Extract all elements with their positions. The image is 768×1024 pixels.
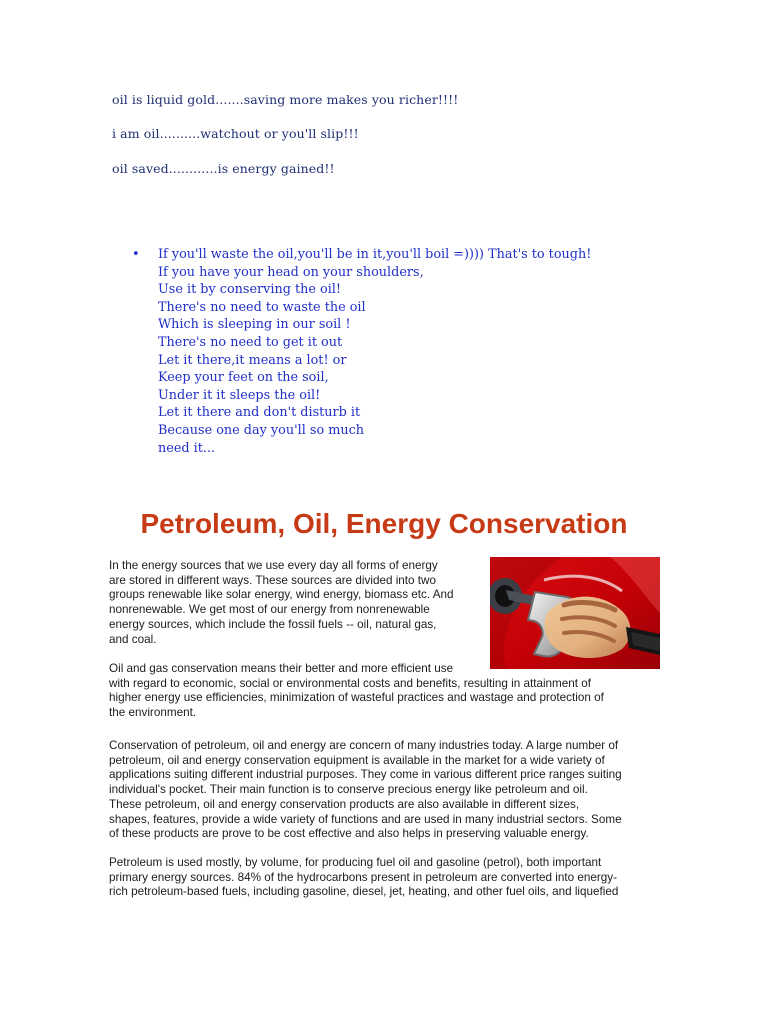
poem: [158, 246, 628, 457]
poem-line: If you'll waste the oil,you'll be in it,you'll boil =)))) That's to tough!: [158, 247, 592, 262]
article-title: Petroleum, Oil, Energy Conservation: [140, 508, 628, 539]
slogan-1: oil is liquid gold.......saving more makes you richer!!!!: [112, 92, 459, 107]
poem-line: There's no need to get it out: [158, 334, 343, 350]
poem-line: Let it there,it means a lot! or: [158, 352, 347, 368]
poem-line: Which is sleeping in our soil !: [158, 317, 351, 333]
poem-line: Let it there and don't disturb it: [158, 405, 361, 421]
poem-line: Keep your feet on the soil,: [158, 370, 329, 386]
article-paragraph-3: Conservation of petroleum, oil and energy are concern of many industries today. A large number of petroleum, oil and energy conservation equipment is available in the market for a wide variety of applications suiting different industrial purposes. They come in various different price ranges suiting individual's pocket. Their main function is to conserve precious energy like petroleum and oil. These petroleum, oil and energy conservation products are also available in different sizes, shapes, features, provide a wide variety of functions and are used in many industrial sectors. Some of these products are prove to be cost effective and also helps in preserving valuable energy.: [109, 739, 622, 841]
poem-line: Because one day you'll so much: [158, 422, 364, 438]
poem-line: Under it it sleeps the oil!: [158, 387, 321, 403]
bullet-icon: •: [132, 247, 140, 262]
fuel-nozzle-photo: [490, 557, 660, 669]
poem-line: If you have your head on your shoulders,: [158, 264, 424, 280]
poem-line: Use it by conserving the oil!: [158, 282, 342, 298]
slogan-2: i am oil..........watchout or you'll slip!!!: [112, 126, 359, 141]
slogan-3: oil saved............is energy gained!!: [112, 161, 335, 176]
poem-line: need it...: [158, 440, 216, 456]
article-paragraph-2: Oil and gas conservation means their better and more efficient use with regard to economic, social or environmental costs and benefits, resulting in attainment of higher energy use efficiencies, minimization of wasteful practices and wastage and protection of the environment.: [109, 662, 604, 720]
poem-line: There's no need to waste the oil: [158, 299, 366, 315]
article-paragraph-4: Petroleum is used mostly, by volume, for producing fuel oil and gasoline (petrol), both important primary energy sources. 84% of the hydrocarbons present in petroleum are converted into energy- rich petroleum-based fuels, including gasoline, diesel, jet, heating, and other fuel oils, and liquefied: [109, 856, 619, 899]
article-paragraph-1: In the energy sources that we use every day all forms of energy are stored in different ways. These sources are divided into two groups renewable like solar energy, wind energy, biomass etc. And nonrenewable. We get most of our energy from nonrenewable energy sources, which include the fossil fuels -- oil, natural gas, and coal.: [109, 559, 454, 646]
fuel-nozzle-icon: [490, 557, 660, 669]
